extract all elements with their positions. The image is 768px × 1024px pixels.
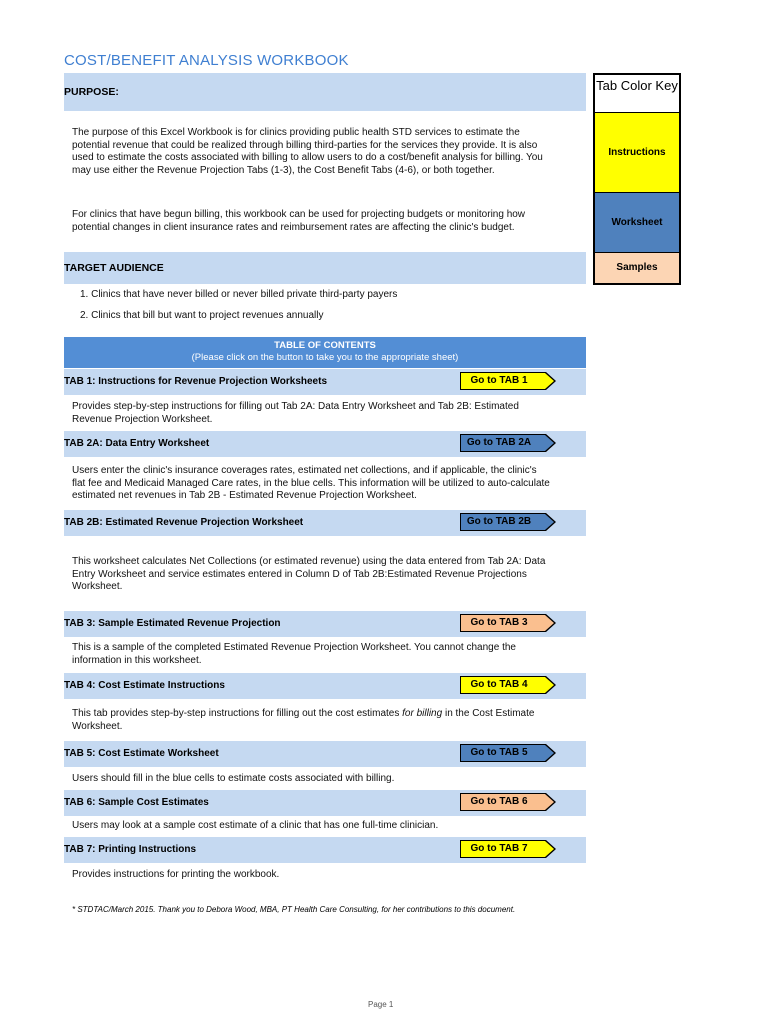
tab-row-6 [64,790,586,816]
color-key-samples: Samples [595,253,679,283]
tab-color-key [593,73,681,285]
go-to-tab-5-button[interactable]: Go to TAB 5 [460,744,546,762]
go-to-tab-7-button[interactable]: Go to TAB 7 [460,840,546,858]
tab-label: TAB 1: Instructions for Revenue Projection Worksheets [64,376,328,387]
tab-label: TAB 4: Cost Estimate Instructions [64,680,225,691]
tab-label: TAB 7: Printing Instructions [64,844,197,855]
tab-row-3 [64,611,586,637]
tab-6-description: Users may look at a sample cost estimate of a clinic that has one full-time clinician. [72,820,439,831]
go-to-tab-6-button[interactable]: Go to TAB 6 [460,793,546,811]
audience-item-1: 1. Clinics that have never billed or never billed private third-party payers [80,289,398,300]
tab-1-description: Provides step-by-step instructions for filling out Tab 2A: Data Entry Worksheet and Tab 2B: Estimated Revenue Projection Worksheet. [72,401,519,425]
go-to-tab-4-button[interactable]: Go to TAB 4 [460,676,546,694]
go-to-tab-3-button[interactable]: Go to TAB 3 [460,614,546,632]
purpose-paragraph-2: For clinics that have begun billing, this workbook can be used for projecting budgets or monitoring how potential changes in client insurance rates and reimbursement rates are affecting the clinic's budget. [72,209,526,233]
audience-item-2: 2. Clinics that bill but want to project revenues annually [80,310,324,321]
audience-heading: TARGET AUDIENCE [64,262,164,274]
tab-label: TAB 5: Cost Estimate Worksheet [64,748,219,759]
purpose-heading: PURPOSE: [64,86,119,98]
tab-label: TAB 6: Sample Cost Estimates [64,797,209,808]
tab-row-5 [64,741,586,767]
purpose-band [64,73,586,111]
tab-label: TAB 2A: Data Entry Worksheet [64,438,210,449]
color-key-worksheet: Worksheet [595,193,679,253]
workbook-title: COST/BENEFIT ANALYSIS WORKBOOK [64,52,349,69]
tab-3-description: This is a sample of the completed Estimated Revenue Projection Worksheet. You cannot change the information in this worksheet. [72,642,516,666]
page-number: Page 1 [368,1000,394,1009]
tab-7-description: Provides instructions for printing the workbook. [72,869,280,880]
tab-row-4 [64,673,586,699]
tab-4-description: This tab provides step-by-step instructions for filling out the cost estimates for billing in the Cost Estimate Worksheet. [72,708,535,732]
color-key-title: Tab Color Key [595,75,679,113]
footnote: * STDTAC/March 2015. Thank you to Debora Wood, MBA, PT Health Care Consulting, for her contributions to this document. [72,905,516,914]
tab-label: TAB 3: Sample Estimated Revenue Projection [64,618,281,629]
color-key-instructions: Instructions [595,113,679,193]
go-to-tab-2b-button[interactable]: Go to TAB 2B [460,513,546,531]
go-to-tab-1-button[interactable]: Go to TAB 1 [460,372,546,390]
toc-title: TABLE OF CONTENTS [274,340,376,351]
toc-subtitle: (Please click on the button to take you to the appropriate sheet) [191,352,459,363]
audience-band [64,252,586,284]
tab-2b-description: This worksheet calculates Net Collections (or estimated revenue) using the data entered from Tab 2A: Data Entry Worksheet and service estimates entered in Column D of Tab 2B:Estimated Revenue Projections Worksheet. [72,556,546,592]
tab-row-1 [64,369,586,395]
purpose-paragraph-1: The purpose of this Excel Workbook is for clinics providing public health STD services to estimate the potential revenue that could be realized through billing third-parties for the services they provide. It is also used to estimate the costs associated with billing to allow users to do a cost/benefit analysis for billing. You may use either the Revenue Projection Tabs (1-3), the Cost Benefit Tabs (4-6), or both together. [72,127,543,176]
tab-row-2b [64,510,586,536]
tab-2a-description: Users enter the clinic's insurance coverages rates, estimated net collections, and if applicable, the clinic's flat fee and Medicaid Managed Care rates, in the blue cells. This information will be utilized to auto-calculate estimated net revenues in Tab 2B - Estimated Revenue Projection Worksheet. [72,465,550,501]
tab-label: TAB 2B: Estimated Revenue Projection Worksheet [64,517,304,528]
toc-header [64,337,586,368]
go-to-tab-2a-button[interactable]: Go to TAB 2A [460,434,546,452]
tab-row-7 [64,837,586,863]
tab-row-2a [64,431,586,457]
tab-5-description: Users should fill in the blue cells to estimate costs associated with billing. [72,773,395,784]
